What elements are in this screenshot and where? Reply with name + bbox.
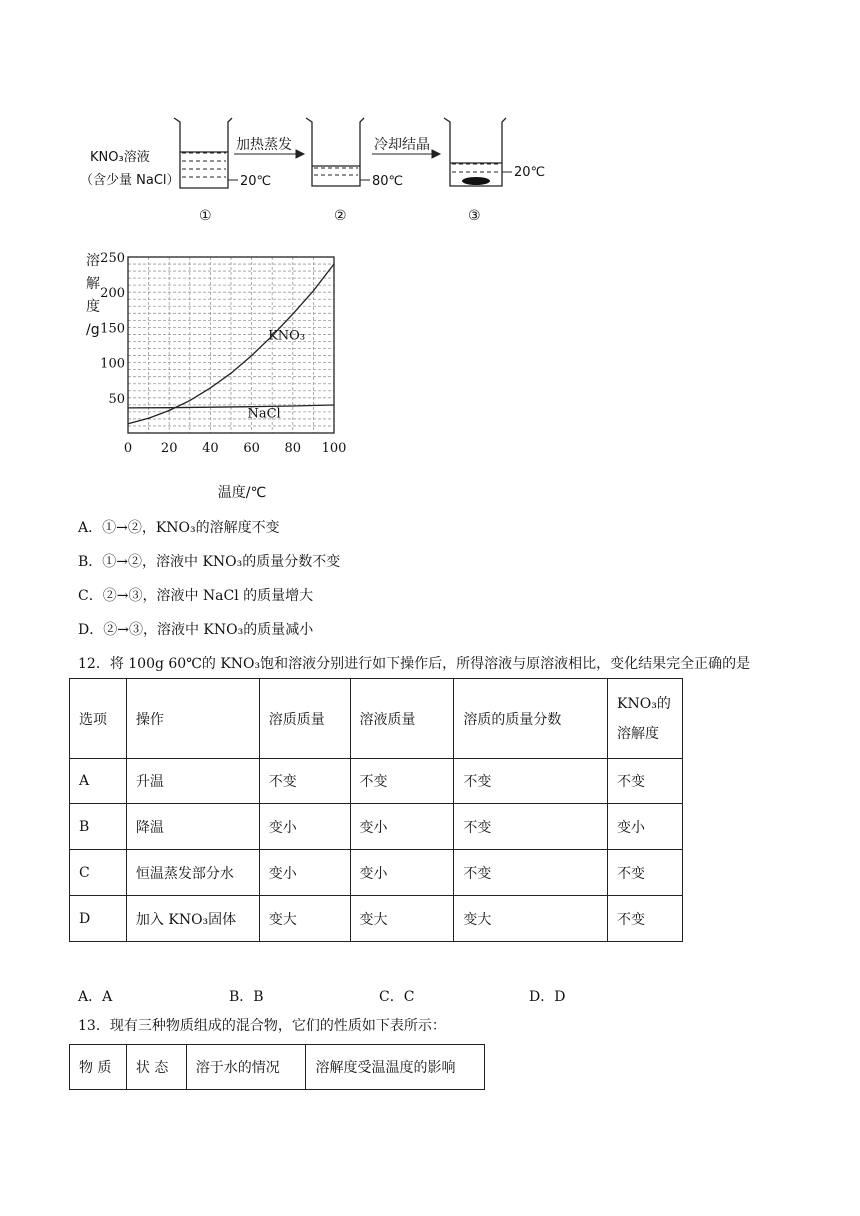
- x-tick-label: 80: [284, 441, 302, 456]
- solution-label: KNO₃溶液: [90, 150, 150, 165]
- series-label-nacl: NaCl: [247, 406, 281, 422]
- step-label-1: ①: [199, 208, 212, 224]
- table-row: D 加入 KNO₃固体 变大 变大 变大 不变: [70, 896, 683, 942]
- x-tick-label: 60: [243, 441, 260, 456]
- answer-option-a: A．A: [78, 989, 113, 1005]
- y-tick-label: 200: [100, 286, 125, 302]
- y-tick-label: 250: [100, 251, 125, 266]
- header-cell: 操作: [126, 679, 259, 759]
- y-tick-label: 150: [100, 321, 125, 337]
- temp-label-2: 80℃: [372, 174, 404, 189]
- x-axis-label: 温度/℃: [217, 485, 267, 501]
- y-axis-label: 溶: [86, 253, 100, 269]
- evaporation-crystallization-diagram: [0, 100, 600, 235]
- x-tick-label: 20: [160, 441, 178, 456]
- header-cell: KNO₃的 溶解度: [608, 679, 683, 759]
- answer-option-d: D．D: [529, 989, 566, 1005]
- question-13-stem: 13．现有三种物质组成的混合物，它们的性质如下表所示：: [78, 1018, 446, 1034]
- step-label-2: ②: [334, 208, 347, 224]
- y-axis-label: /g: [86, 322, 100, 338]
- question-12-stem: 12．将 100g 60℃的 KNO₃饱和溶液分别进行如下操作后，所得溶液与原溶液相比，变化结果完全正确的是: [78, 656, 751, 672]
- step-label-3: ③: [468, 208, 481, 224]
- header-cell: 溶质质量: [259, 679, 350, 759]
- header-cell: 溶液质量: [350, 679, 454, 759]
- option-c: C．②→③，溶液中 NaCl 的质量增大: [78, 588, 314, 604]
- arrow-label-cool-crystallize: 冷却结晶: [374, 137, 430, 153]
- x-tick-label: 40: [202, 441, 219, 456]
- option-d: D．②→③，溶液中 KNO₃的质量减小: [78, 622, 314, 638]
- header-cell: 溶于水的情况: [186, 1045, 306, 1090]
- question-13-table: [69, 1044, 485, 1090]
- option-b: B．①→②，溶液中 KNO₃的质量分数不变: [78, 554, 341, 570]
- header-cell: 物 质: [70, 1045, 127, 1090]
- header-cell: 状 态: [126, 1045, 186, 1090]
- option-a: A．①→②，KNO₃的溶解度不变: [78, 520, 280, 536]
- answer-option-b: B．B: [229, 989, 264, 1005]
- header-cell: 溶解度受温温度的影响: [306, 1045, 485, 1090]
- table-row: A 升温 不变 不变 不变 不变: [70, 759, 683, 804]
- answer-option-c: C．C: [379, 989, 415, 1005]
- crystals: [462, 177, 490, 185]
- y-tick-label: 100: [100, 356, 125, 372]
- header-cell: 溶质的质量分数: [454, 679, 608, 759]
- beaker-2: [306, 118, 364, 186]
- solubility-chart: [70, 245, 360, 505]
- x-tick-label: 100: [321, 441, 347, 456]
- table-row: C 恒温蒸发部分水 变小 变小 不变 不变: [70, 850, 683, 896]
- y-tick-label: 50: [108, 391, 125, 407]
- solution-impurity-label: （含少量 NaCl）: [80, 173, 180, 188]
- y-axis-label: 度: [86, 299, 100, 315]
- arrow-label-heat-evaporate: 加热蒸发: [236, 137, 292, 153]
- y-axis-label: 解: [86, 276, 100, 292]
- temp-label-1: 20℃: [240, 174, 272, 189]
- table-row: B 降温 变小 变小 不变 变小: [70, 804, 683, 850]
- series-line-nacl: [128, 405, 334, 408]
- series-label-kno3: KNO₃: [268, 328, 306, 344]
- beaker-3: [444, 118, 506, 186]
- temp-label-3: 20℃: [514, 165, 546, 180]
- table-header-row: [70, 1045, 485, 1090]
- question-12-table: [69, 678, 683, 942]
- x-tick-label: 0: [123, 441, 133, 456]
- header-cell: 选项: [70, 679, 127, 759]
- table-header-row: [70, 679, 683, 759]
